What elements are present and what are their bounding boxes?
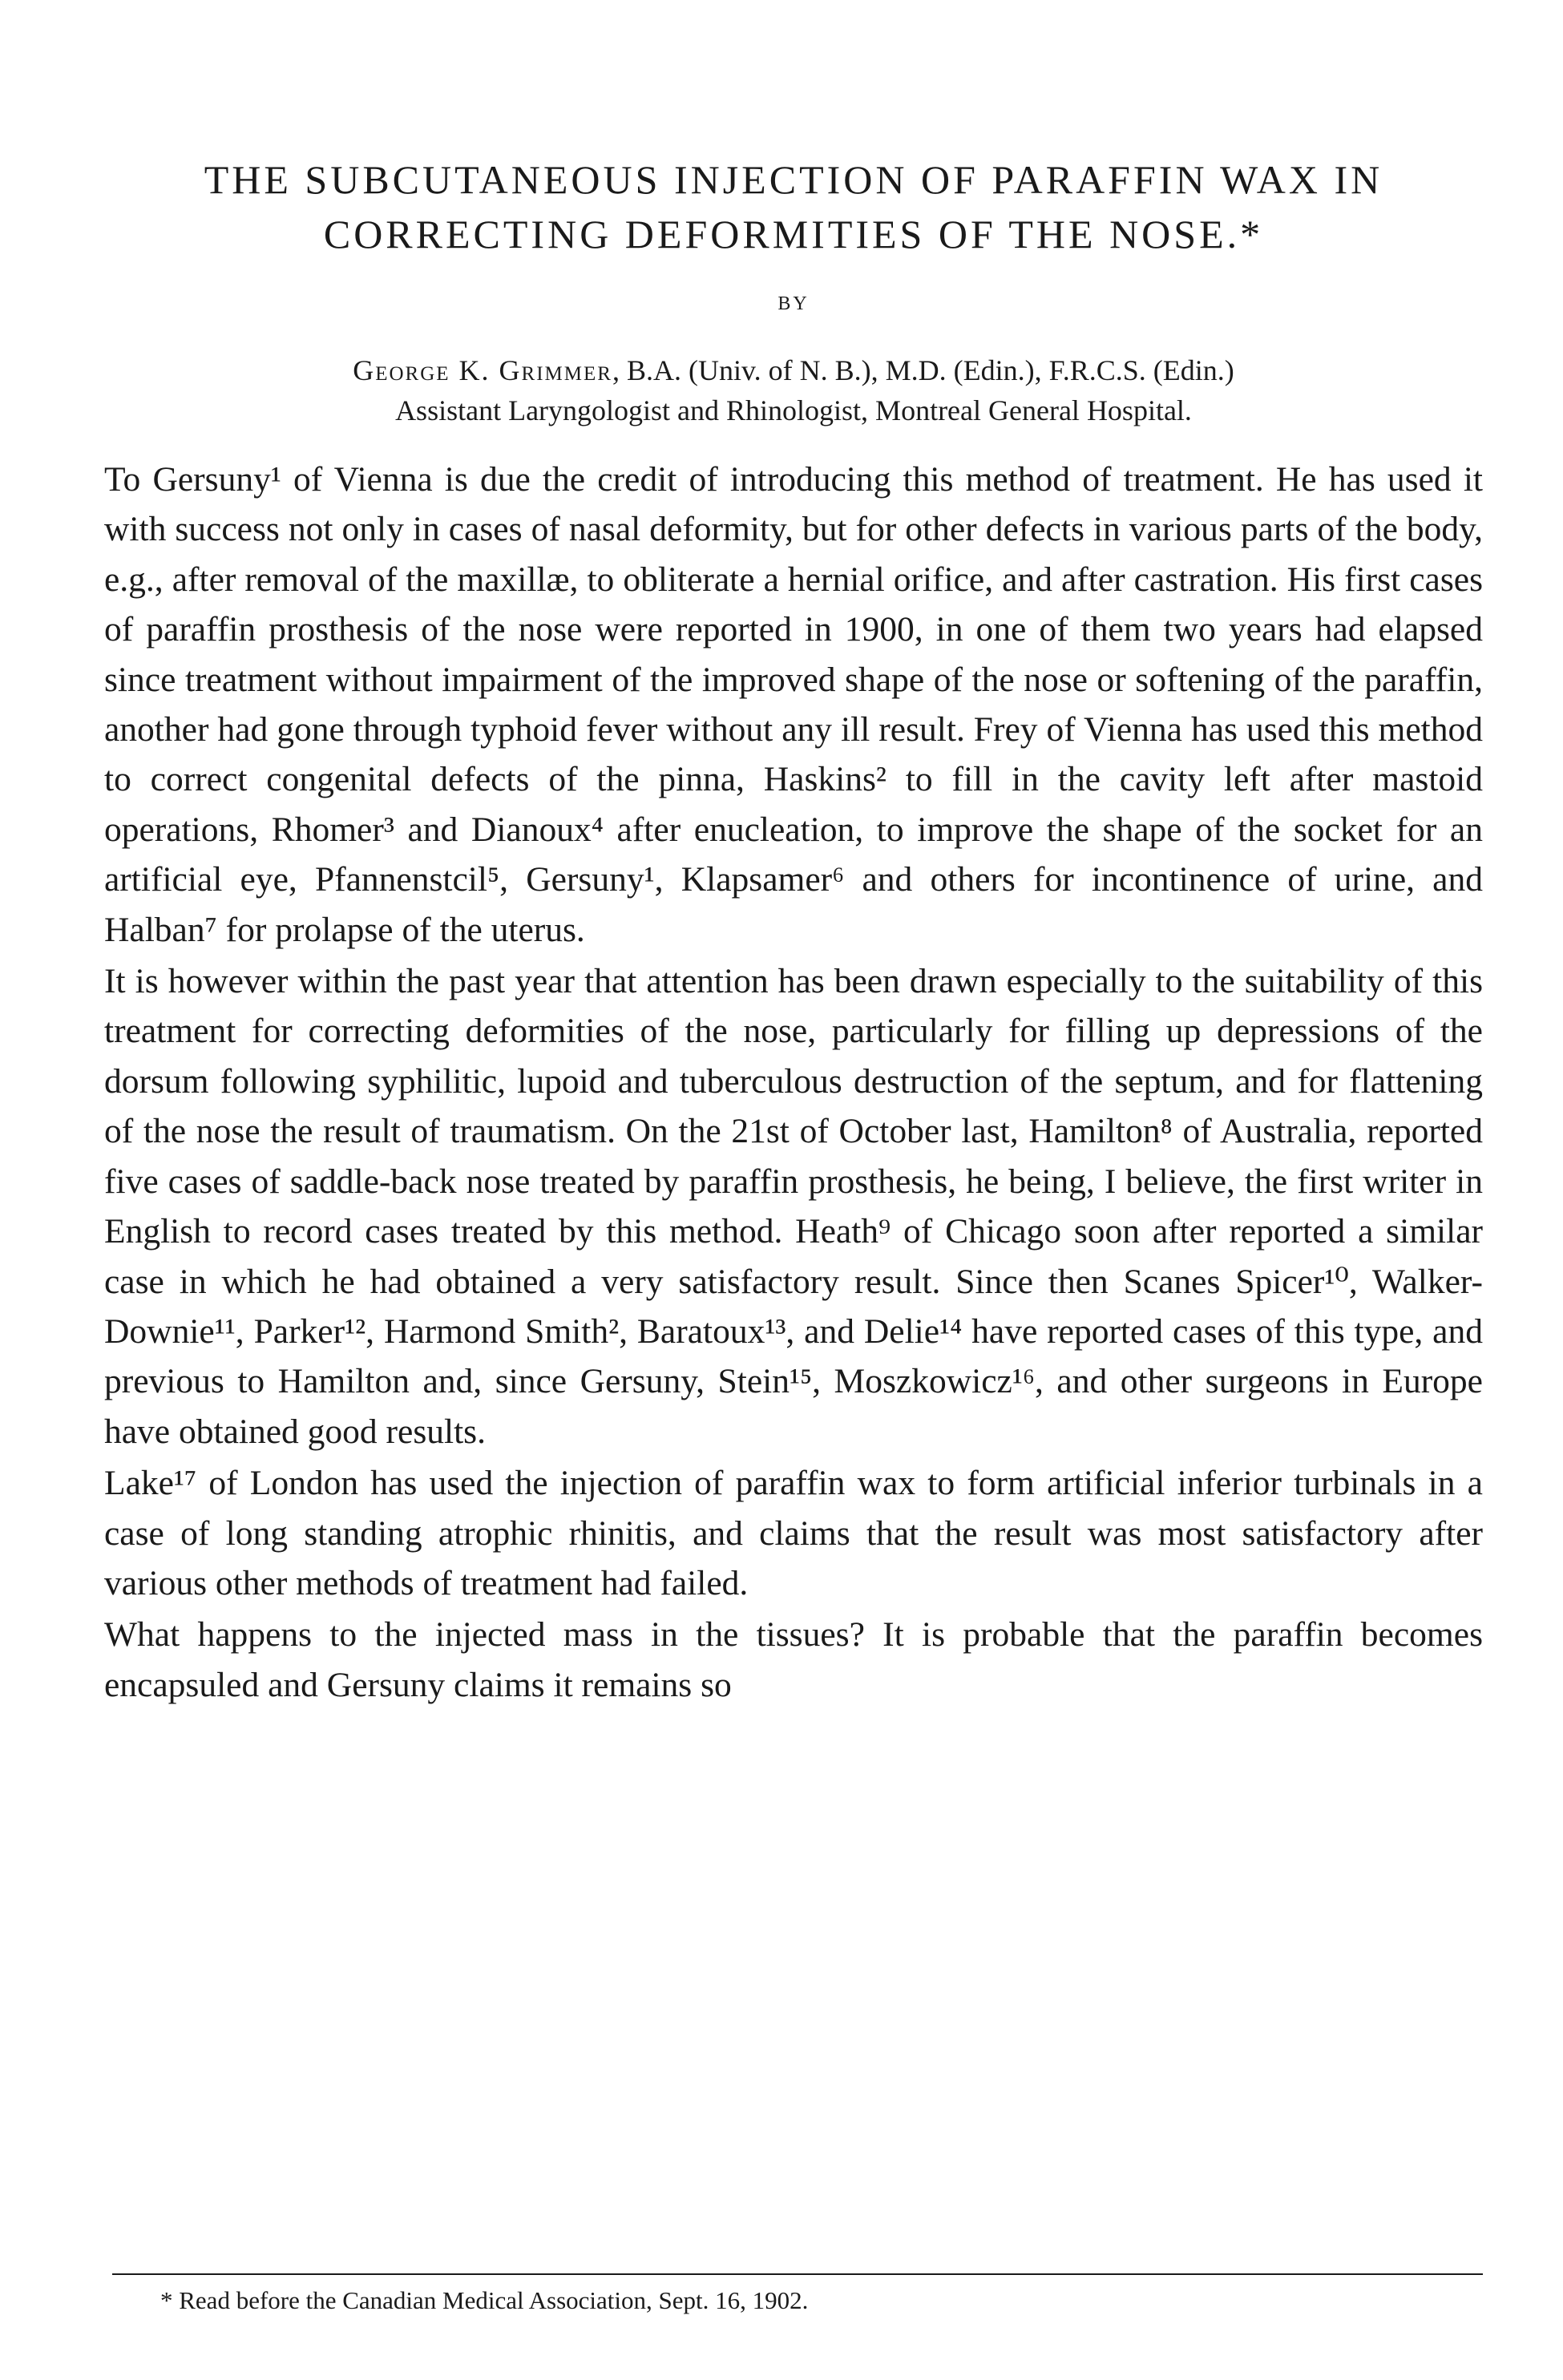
body-paragraph-4: What happens to the injected mass in the tissues? It is probable that the paraffin becomes encapsuled and Gersuny claims it remains so [104, 1615, 1483, 1704]
footnote-divider [112, 2273, 1483, 2275]
author-line [104, 350, 1483, 390]
body-paragraph-1: To Gersuny¹ of Vienna is due the credit of introducing this method of treatment. He has used it with success not only in cases of nasal deformity, but for other defects in various parts of the body, e.g., after removal of the maxillæ, to obliterate a hernial orifice, and after castration. His first cases of paraffin prosthesis of the nose were reported in 1900, in one of them two years had elapsed since treatment without impairment of the improved shape of the nose or softening of the paraffin, another had gone through typhoid fever without any ill result. Frey of Vienna has used this method to correct congenital defects of the pinna, Haskins² to fill in the cavity left after mastoid operations, Rhomer³ and Dianoux⁴ after enucleation, to improve the shape of the socket for an artificial eye, Pfannenstcil⁵, Gersuny¹, Klapsamer⁶ and others for incontinence of urine, and Halban⁷ for prolapse of the uterus. [104, 460, 1483, 949]
body-paragraph-2: It is however within the past year that attention has been drawn especially to the suitability of this treatment for correcting deformities of the nose, particularly for filling up depressions of the dorsum following syphilitic, lupoid and tuberculous destruction of the septum, and for flattening of the nose the result of traumatism. On the 21st of October last, Hamilton⁸ of Australia, reported five cases of saddle-back nose treated by paraffin prosthesis, he being, I believe, the first writer in English to record cases treated by this method. Heath⁹ of Chicago soon after reported a similar case in which he had obtained a very satisfactory result. Since then Scanes Spicer¹⁰, Walker-Downie¹¹, Parker¹², Harmond Smith², Baratoux¹³, and Delie¹⁴ have reported cases of this type, and previous to Hamilton and, since Gersuny, Stein¹⁵, Moszkowicz¹⁶, and other surgeons in Europe have obtained good results. [104, 962, 1483, 1451]
body-paragraph-3: Lake¹⁷ of London has used the injection of paraffin wax to form artificial inferior turbinals in a case of long standing atrophic rhinitis, and claims that the result was most satisfactory after various other methods of treatment had failed. [104, 1464, 1483, 1602]
author-name: George K. Grimmer [353, 354, 612, 386]
byline-by: BY [777, 293, 810, 314]
author-affiliation: Assistant Laryngologist and Rhinologist, Montreal General Hospital. [395, 394, 1192, 426]
footnote: * Read before the Canadian Medical Association, Sept. 16, 1902. [160, 2286, 809, 2314]
title-line-2: CORRECTING DEFORMITIES OF THE NOSE.* [323, 212, 1264, 257]
author-degrees: , B.A. (Univ. of N. B.), M.D. (Edin.), F.R.C.S. (Edin.) [612, 354, 1234, 386]
article-title [104, 152, 1483, 261]
article-page [104, 152, 1483, 1710]
title-line-1: THE SUBCUTANEOUS INJECTION OF PARAFFIN WAX IN [204, 157, 1383, 202]
